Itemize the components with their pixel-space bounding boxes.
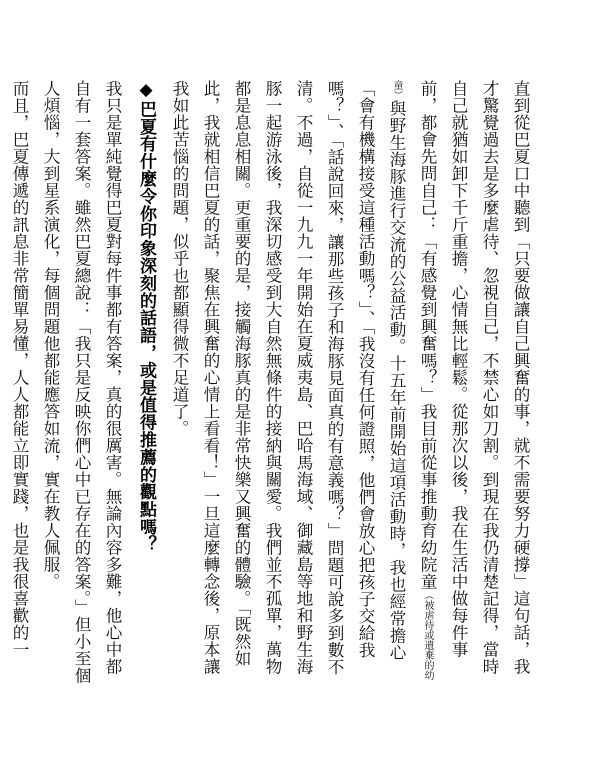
section-heading-text: 巴夏有什麼令你印象深刻的話語，或是值得推薦的觀點嗎？: [136, 100, 156, 553]
vertical-text-body: [10, 80, 536, 688]
section-heading: [128, 80, 164, 688]
paragraph-simple-message: 而且，巴夏傳遞的訊息非常簡單易懂，人人都能立即實踐，也是我很喜歡的一: [10, 80, 29, 658]
paragraph-text-part-2: 與野生海豚進行交流的公益活動。十五年前開始這項活動時，我也經常擔心「會有機構接受這種活動嗎？」、「我沒有任何證照，他們會放心把孩子交給我嗎？」、「話說回來，讓那些孩子和海豚見面真的有意義嗎？」問題可說多到數不清。不過，自從一九九一年開始在夏威夷島、巴哈馬海域、御藏島等地和野生海豚一起游泳後，我深切感受到大自然無條件的接納與關愛。我們並不孤單，萬物都是息息相關。更重要的是，接觸海豚真的是非常快樂又興奮的體驗。「既然如此，我就相信巴夏的話，聚焦在興奮的心情上看看！」一旦這麼轉念後，原本讓我如此苦惱的問題，似乎也都顯得微不足道了。: [170, 80, 406, 676]
paragraph-text-part-1: 直到從巴夏口中聽到「只要做讓自己興奮的事，就不需要努力硬撐」這句話，我才驚覺過去是多麼虐待、忽視自己，不禁心如刀割。到現在我仍清楚記得，當時自己就猶如卸下千斤重擔，心情無比輕鬆。從那次以後，我在生活中做每件事前，都會先問自己：「有感覺到興奮嗎？」我目前從事推動育幼院童: [418, 80, 530, 675]
paragraph-bashar-excitement: [164, 80, 536, 688]
diamond-bullet-icon: ◆: [136, 80, 156, 101]
paragraph-bashar-answers: 我只是單純覺得巴夏對每件事都有答案，真的很厲害。無論內容多難，他心中都自有一套答案。雖然巴夏總說：「我只是反映你們心中已存在的答案。」但小至個人煩惱，大到星系演化，每個問題他都能應答如流，實在教人佩服。: [41, 80, 122, 684]
inline-annotation: （被虐待或遺棄的幼童）: [391, 80, 433, 680]
